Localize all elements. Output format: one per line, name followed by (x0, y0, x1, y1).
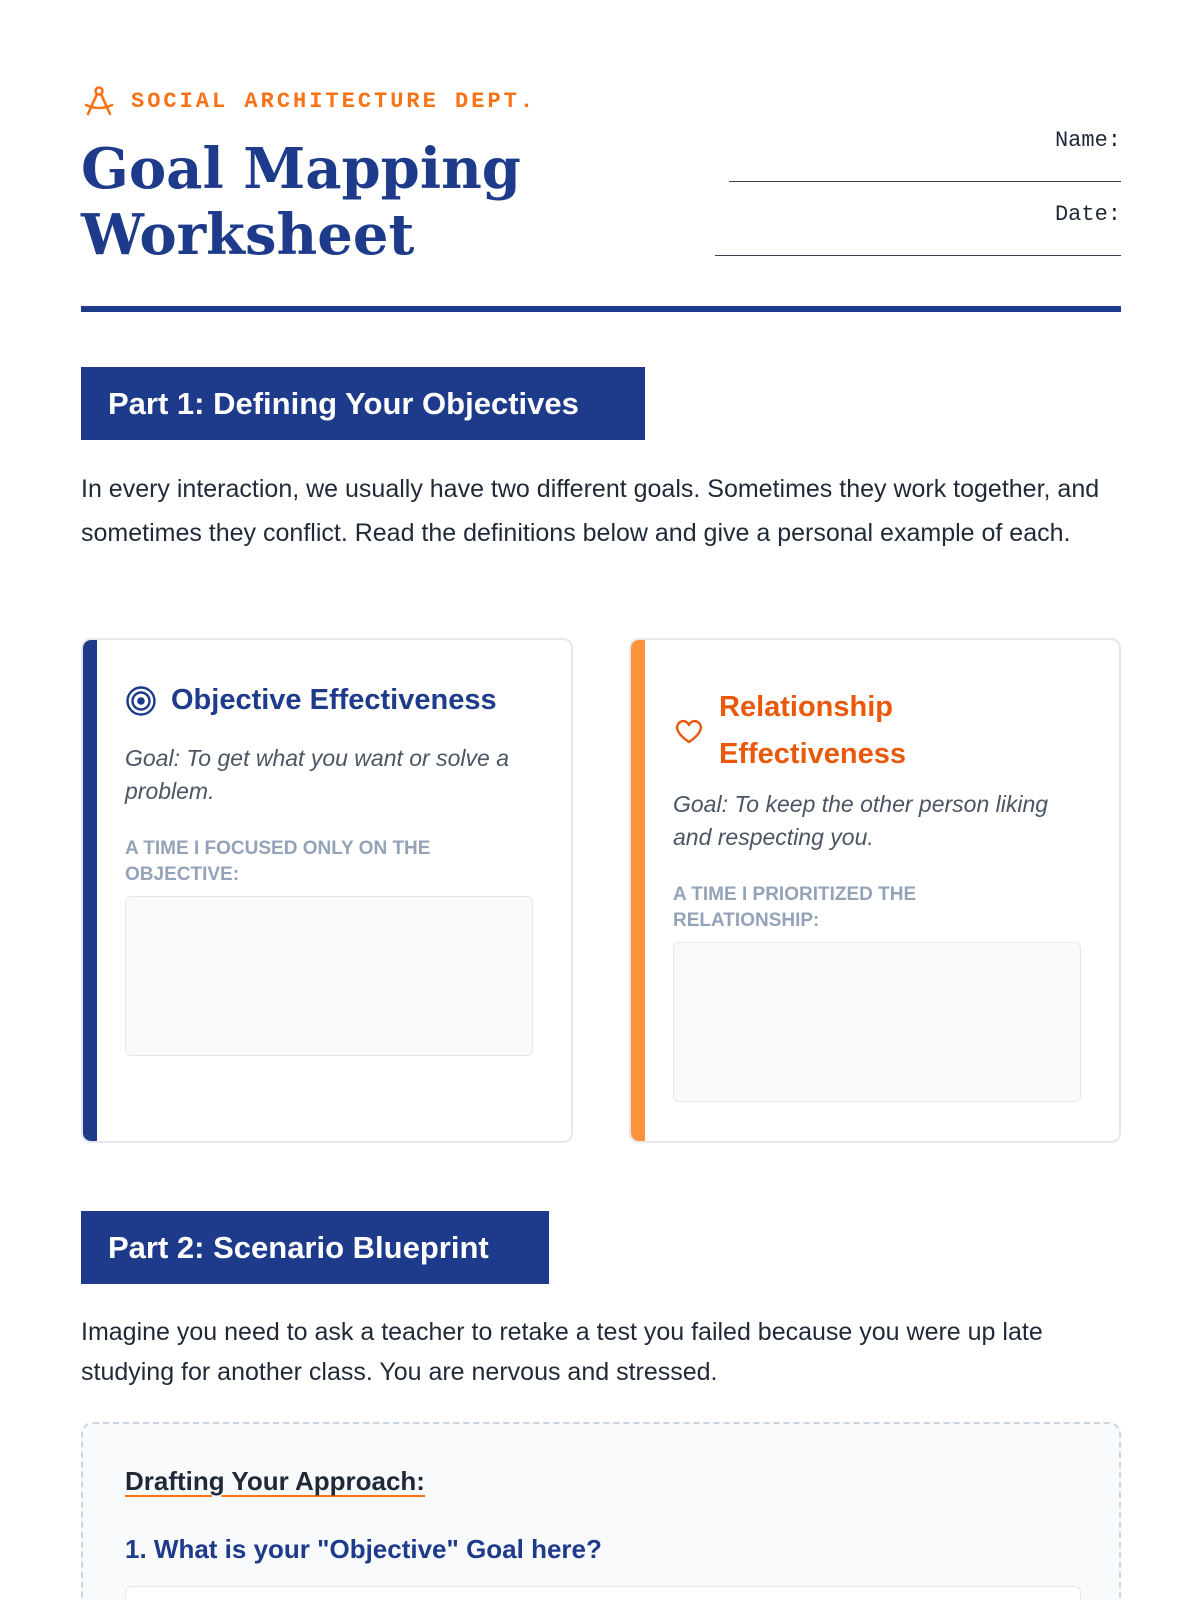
date-field[interactable] (715, 236, 1121, 256)
heart-icon (673, 715, 705, 747)
card-accent-bar (631, 640, 645, 1141)
drafting-title: Drafting Your Approach: (125, 1466, 425, 1496)
part2-intro: Imagine you need to ask a teacher to retake a test you failed because you were up late studying for another class. You are nervous and stressed. (81, 1318, 1043, 1386)
part2-heading: Part 2: Scenario Blueprint (81, 1211, 549, 1284)
title-line-2: Worksheet (81, 202, 415, 268)
card-accent-bar (83, 640, 97, 1141)
objective-example-label: A TIME I FOCUSED ONLY ON THE OBJECTIVE: (125, 838, 431, 885)
relationship-title-text: Relationship Effectiveness (719, 691, 906, 770)
drafting-box (81, 1422, 1121, 1600)
objective-example-input[interactable] (125, 896, 533, 1056)
date-row (701, 200, 1121, 274)
question-1: 1. What is your "Objective" Goal here? (125, 1534, 602, 1564)
name-label: Name: (1054, 128, 1121, 153)
objective-card (81, 638, 573, 1143)
target-icon (125, 685, 157, 717)
question-1-answer[interactable] (125, 1586, 1081, 1600)
relationship-card (629, 638, 1121, 1143)
relationship-card-title (673, 684, 959, 778)
objective-goal: Goal: To get what you want or solve a problem. (125, 745, 509, 804)
worksheet-header (81, 80, 1121, 312)
page-title (81, 136, 621, 268)
objective-title-text: Objective Effectiveness (171, 684, 497, 716)
name-row (701, 126, 1121, 200)
part1-intro: In every interaction, we usually have two different goals. Sometimes they work together, and sometimes they conflict. Read the definitions below and give a personal example of each. (81, 475, 1100, 547)
worksheet-page (81, 0, 1121, 1600)
objective-card-title (125, 684, 497, 717)
part1-heading: Part 1: Defining Your Objectives (81, 367, 645, 440)
student-info (701, 126, 1121, 274)
compass-icon (81, 83, 117, 119)
relationship-goal: Goal: To keep the other person liking and respecting you. (673, 791, 1049, 850)
name-field[interactable] (729, 162, 1121, 182)
department-name: SOCIAL ARCHITECTURE DEPT. (131, 88, 537, 114)
relationship-example-input[interactable] (673, 942, 1081, 1102)
relationship-example-label: A TIME I PRIORITIZED THE RELATIONSHIP: (673, 884, 917, 931)
title-line-1: Goal Mapping (81, 136, 521, 202)
department-label (81, 84, 536, 118)
date-label: Date: (1054, 202, 1121, 227)
